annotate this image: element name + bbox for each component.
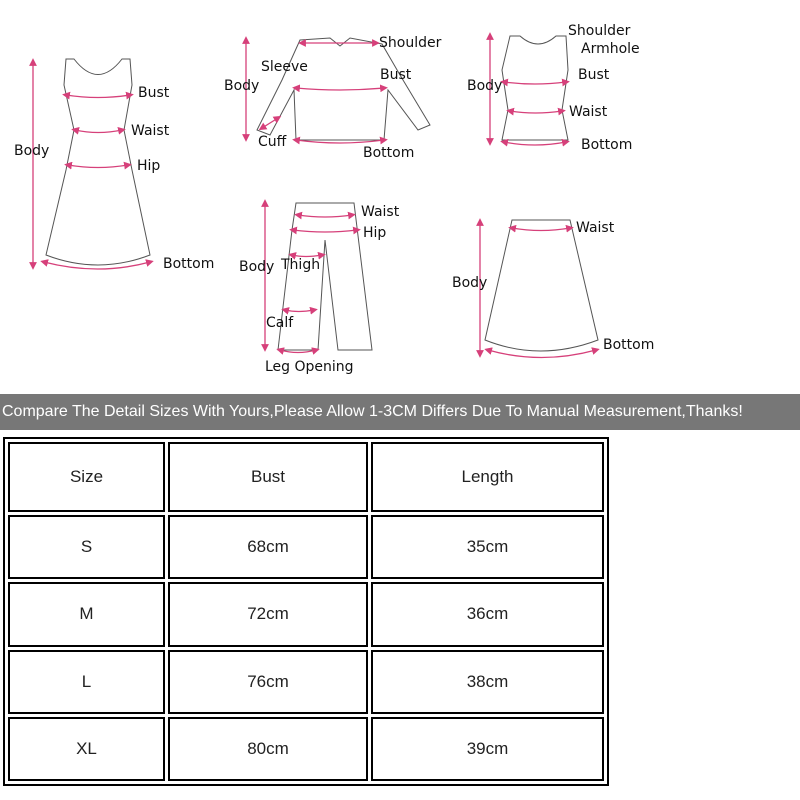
vest-armhole-label: Armhole xyxy=(581,41,640,57)
skirt-bottom-label: Bottom xyxy=(603,337,655,353)
cell-bust: 68cm xyxy=(168,515,368,579)
cell-size: M xyxy=(8,582,165,646)
pants-hip-label: Hip xyxy=(363,225,387,241)
top-cuff-label: Cuff xyxy=(258,134,287,150)
vest-body-label: Body xyxy=(467,78,503,94)
top-bust-label: Bust xyxy=(380,67,412,83)
measurement-notice-banner: Compare The Detail Sizes With Yours,Please Allow 1-3CM Differs Due To Manual Measurement,Thanks! xyxy=(0,394,800,430)
dress-bust-label: Bust xyxy=(138,85,170,101)
dress-body-label: Body xyxy=(14,143,50,159)
top-body-label: Body xyxy=(224,78,260,94)
skirt-outline xyxy=(485,220,598,351)
pants-body-label: Body xyxy=(239,259,275,275)
dress-hip-label: Hip xyxy=(137,158,161,174)
dress-bottom-label: Bottom xyxy=(163,256,215,272)
pants-thigh-label: Thigh xyxy=(281,257,321,273)
table-header-row xyxy=(8,442,604,512)
cell-length: 36cm xyxy=(371,582,604,646)
cell-size: L xyxy=(8,650,165,714)
vest-bust-label: Bust xyxy=(578,67,610,83)
cell-size: XL xyxy=(8,717,165,781)
measurement-diagrams xyxy=(0,0,800,390)
cell-length: 35cm xyxy=(371,515,604,579)
top-bottom-label: Bottom xyxy=(363,145,415,161)
cell-length: 38cm xyxy=(371,650,604,714)
pants-leg-opening-label: Leg Opening xyxy=(265,359,354,375)
table-row xyxy=(8,515,604,579)
cell-bust: 72cm xyxy=(168,582,368,646)
top-sleeve-label: Sleeve xyxy=(261,59,308,75)
garment-illustrations xyxy=(0,0,800,390)
table-row xyxy=(8,582,604,646)
cell-bust: 80cm xyxy=(168,717,368,781)
vest-outline xyxy=(502,36,568,140)
table-row xyxy=(8,650,604,714)
cell-size: S xyxy=(8,515,165,579)
pants-calf-label: Calf xyxy=(266,315,294,331)
vest-shoulder-label: Shoulder xyxy=(568,23,631,39)
header-length: Length xyxy=(371,442,604,512)
header-size: Size xyxy=(8,442,165,512)
vest-waist-label: Waist xyxy=(569,104,608,120)
pants-waist-label: Waist xyxy=(361,204,400,220)
header-bust: Bust xyxy=(168,442,368,512)
dress-waist-label: Waist xyxy=(131,123,170,139)
cell-length: 39cm xyxy=(371,717,604,781)
cell-bust: 76cm xyxy=(168,650,368,714)
vest-bottom-label: Bottom xyxy=(581,137,633,153)
top-shoulder-label: Shoulder xyxy=(379,35,442,51)
size-table xyxy=(3,437,609,786)
table-row xyxy=(8,717,604,781)
dress-outline xyxy=(46,59,150,265)
top-outline xyxy=(257,38,430,140)
skirt-waist-label: Waist xyxy=(576,220,615,236)
skirt-body-label: Body xyxy=(452,275,488,291)
